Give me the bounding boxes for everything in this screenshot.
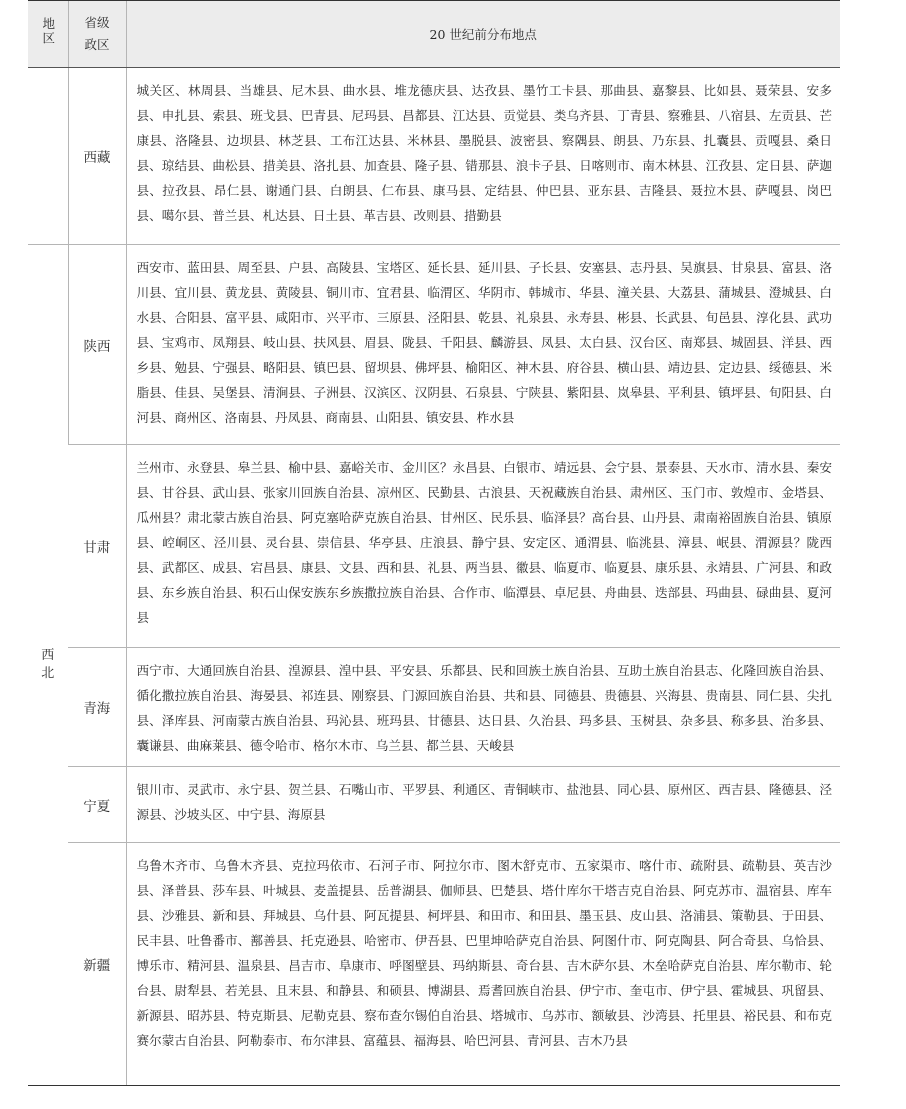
table-row bbox=[28, 445, 840, 648]
header-province-line1: 省级 bbox=[84, 15, 110, 30]
header-region bbox=[28, 1, 68, 68]
province-cell: 西藏 bbox=[68, 68, 126, 245]
region-cell bbox=[28, 245, 68, 1086]
province-cell: 新疆 bbox=[68, 843, 126, 1086]
province-cell: 陕西 bbox=[68, 245, 126, 445]
region-text-bottom: 北 bbox=[41, 666, 55, 681]
places-cell: 城关区、林周县、当雄县、尼木县、曲水县、堆龙德庆县、达孜县、墨竹工卡县、那曲县、嘉黎县、比如县、聂荣县、安多县、申扎县、索县、班戈县、巴青县、尼玛县、昌都县、江达县、贡觉县、类乌齐县、丁青县、察雅县、八宿县、左贡县、芒康县、洛隆县、边坝县、林芝县、工布江达县、米林县、墨脱县、波密县、察隅县、朗县、乃东县、扎囊县、贡嘎县、桑日县、琼结县、曲松县、措美县、洛扎县、加查县、隆子县、错那县、浪卡子县、日喀则市、南木林县、江孜县、定日县、萨迦县、拉孜县、昂仁县、谢通门县、白朗县、仁布县、康马县、定结县、仲巴县、亚东县、吉隆县、聂拉木县、萨嘎县、岗巴县、噶尔县、普兰县、札达县、日土县、革吉县、改则县、措勤县 bbox=[126, 68, 840, 245]
header-province-line2: 政区 bbox=[84, 37, 110, 52]
table-row bbox=[28, 843, 840, 1086]
table-row bbox=[28, 767, 840, 843]
places-cell: 西宁市、大通回族自治县、湟源县、湟中县、平安县、乐都县、民和回族土族自治县、互助土族自治县志、化隆回族自治县、循化撒拉族自治县、海晏县、祁连县、刚察县、门源回族自治县、共和县、同德县、贵德县、兴海县、贵南县、同仁县、尖扎县、泽库县、河南蒙古族自治县、玛沁县、班玛县、甘德县、达日县、久治县、玛多县、玉树县、杂多县、称多县、治多县、囊谦县、曲麻莱县、德令哈市、格尔木市、乌兰县、都兰县、天峻县 bbox=[126, 648, 840, 767]
region-cell-empty bbox=[28, 68, 68, 245]
places-cell: 乌鲁木齐市、乌鲁木齐县、克拉玛依市、石河子市、阿拉尔市、图木舒克市、五家渠市、喀什市、疏附县、疏勒县、英吉沙县、泽普县、莎车县、叶城县、麦盖提县、岳普湖县、伽师县、巴楚县、塔什库尔干塔吉克自治县、阿克苏市、温宿县、库车县、沙雅县、新和县、拜城县、乌什县、阿瓦提县、柯坪县、和田市、和田县、墨玉县、皮山县、洛浦县、策勒县、于田县、民丰县、吐鲁番市、鄯善县、托克逊县、哈密市、伊吾县、巴里坤哈萨克自治县、阿图什市、阿克陶县、阿合奇县、乌恰县、博乐市、精河县、温泉县、昌吉市、阜康市、呼图壁县、玛纳斯县、奇台县、吉木萨尔县、木垒哈萨克自治县、库尔勒市、轮台县、尉犁县、若羌县、且末县、和静县、和硕县、博湖县、焉耆回族自治县、伊宁市、奎屯市、伊宁县、霍城县、巩留县、新源县、昭苏县、特克斯县、尼勒克县、察布查尔锡伯自治县、塔城市、乌苏市、额敏县、沙湾县、托里县、裕民县、和布克赛尔蒙古自治县、阿勒泰市、布尔津县、富蕴县、福海县、哈巴河县、青河县、吉木乃县 bbox=[126, 843, 840, 1086]
table-row bbox=[28, 245, 840, 445]
header-places: 20 世纪前分布地点 bbox=[126, 1, 840, 68]
table-row bbox=[28, 68, 840, 245]
places-cell: 西安市、蓝田县、周至县、户县、高陵县、宝塔区、延长县、延川县、子长县、安塞县、志丹县、吴旗县、甘泉县、富县、洛川县、宜川县、黄龙县、黄陵县、铜川市、宜君县、临渭区、华阴市、韩城市、华县、潼关县、大荔县、蒲城县、澄城县、白水县、合阳县、富平县、咸阳市、兴平市、三原县、泾阳县、乾县、礼泉县、永寿县、彬县、长武县、旬邑县、淳化县、武功县、宝鸡市、凤翔县、岐山县、扶风县、眉县、陇县、千阳县、麟游县、凤县、太白县、汉台区、南郑县、城固县、洋县、西乡县、勉县、宁强县、略阳县、镇巴县、留坝县、佛坪县、榆阳区、神木县、府谷县、横山县、靖边县、定边县、绥德县、米脂县、佳县、吴堡县、清涧县、子洲县、汉滨区、汉阴县、石泉县、宁陕县、紫阳县、岚皋县、平利县、镇坪县、旬阳县、白河县、商州区、洛南县、丹凤县、商南县、山阳县、镇安县、柞水县 bbox=[126, 245, 840, 445]
header-province bbox=[68, 1, 126, 68]
places-cell: 银川市、灵武市、永宁县、贺兰县、石嘴山市、平罗县、利通区、青铜峡市、盐池县、同心县、原州区、西吉县、隆德县、泾源县、沙坡头区、中宁县、海原县 bbox=[126, 767, 840, 843]
page bbox=[28, 0, 840, 1086]
places-cell: 兰州市、永登县、皋兰县、榆中县、嘉峪关市、金川区？永昌县、白银市、靖远县、会宁县、景泰县、天水市、清水县、秦安县、甘谷县、武山县、张家川回族自治县、凉州区、民勤县、古浪县、天祝藏族自治县、肃州区、玉门市、敦煌市、金塔县、瓜州县？肃北蒙古族自治县、阿克塞哈萨克族自治县、甘州区、民乐县、临泽县？高台县、山丹县、肃南裕固族自治县、镇原县、崆峒区、泾川县、灵台县、崇信县、华亭县、庄浪县、静宁县、安定区、通渭县、临洮县、漳县、岷县、渭源县？陇西县、武都区、成县、宕昌县、康县、文县、西和县、礼县、两当县、徽县、临夏市、临夏县、康乐县、永靖县、广河县、和政县、东乡族自治县、积石山保安族东乡族撒拉族自治县、合作市、临潭县、卓尼县、舟曲县、迭部县、玛曲县、碌曲县、夏河县 bbox=[126, 445, 840, 648]
province-cell: 宁夏 bbox=[68, 767, 126, 843]
table-header-row bbox=[28, 1, 840, 68]
region-text-top: 西 bbox=[41, 648, 55, 663]
table-row bbox=[28, 648, 840, 767]
province-cell: 甘肃 bbox=[68, 445, 126, 648]
province-cell: 青海 bbox=[68, 648, 126, 767]
distribution-table bbox=[28, 0, 840, 1086]
header-region-text: 地区 bbox=[40, 16, 56, 46]
